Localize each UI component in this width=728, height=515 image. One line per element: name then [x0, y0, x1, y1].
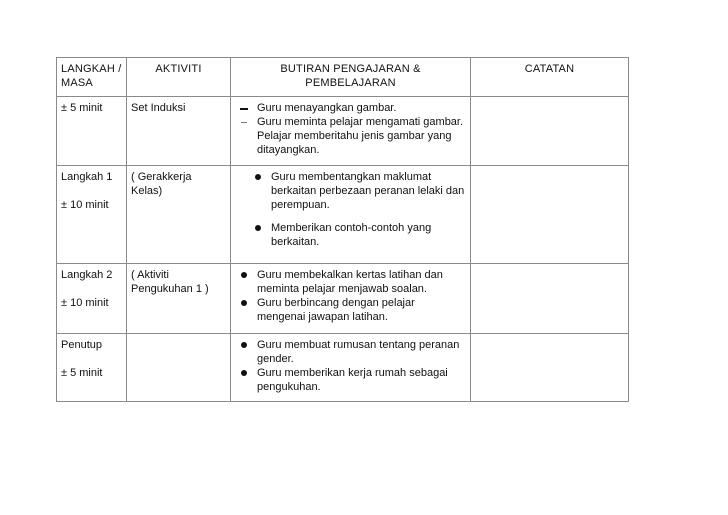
table-row: [57, 334, 629, 402]
cell-langkah: Langkah 2 ± 10 minit: [57, 264, 127, 334]
cell-butiran: [231, 166, 471, 264]
cell-catatan: [471, 166, 629, 264]
cell-butiran: [231, 97, 471, 166]
cell-aktiviti: ( Gerakkerja Kelas): [127, 166, 231, 264]
list-item: Guru meminta pelajar mengamati gambar. Pelajar memberitahu jenis gambar yang ditayangkan.: [235, 115, 466, 157]
bullet-icon: [241, 300, 247, 306]
list-item: Guru berbincang dengan pelajar mengenai jawapan latihan.: [235, 296, 466, 324]
bullet-icon: [241, 272, 247, 278]
header-butiran: BUTIRAN PENGAJARAN & PEMBELAJARAN: [231, 58, 471, 97]
table-row: [57, 166, 629, 264]
cell-aktiviti: Set Induksi: [127, 97, 231, 166]
cell-catatan: [471, 334, 629, 402]
list-item: Guru membuat rumusan tentang peranan gender.: [235, 338, 466, 366]
cell-langkah: Penutup ± 5 minit: [57, 334, 127, 402]
dash-bullet-icon: [241, 122, 247, 123]
butiran-list: [235, 338, 466, 394]
cell-aktiviti: ( Aktiviti Pengukuhan 1 ): [127, 264, 231, 334]
header-langkah-masa: LANGKAH / MASA: [57, 58, 127, 97]
bullet-icon: [255, 225, 261, 231]
dash-bullet-icon: [240, 108, 248, 110]
table-row: [57, 264, 629, 334]
bullet-icon: [241, 370, 247, 376]
table-row: [57, 97, 629, 166]
cell-butiran: [231, 264, 471, 334]
cell-butiran: [231, 334, 471, 402]
header-catatan: CATATAN: [471, 58, 629, 97]
cell-catatan: [471, 97, 629, 166]
butiran-list: [235, 101, 466, 157]
table-header-row: [57, 58, 629, 97]
list-item: Guru membekalkan kertas latihan dan meminta pelajar menjawab soalan.: [235, 268, 466, 296]
bullet-icon: [255, 174, 261, 180]
cell-langkah: ± 5 minit: [57, 97, 127, 166]
lesson-plan-table: [56, 57, 629, 402]
butiran-list: [235, 170, 466, 249]
cell-langkah: Langkah 1 ± 10 minit: [57, 166, 127, 264]
list-item: Guru membentangkan maklumat berkaitan perbezaan peranan lelaki dan perempuan.: [235, 170, 466, 212]
list-item: Guru memberikan kerja rumah sebagai pengukuhan.: [235, 366, 466, 394]
cell-catatan: [471, 264, 629, 334]
butiran-list: [235, 268, 466, 324]
bullet-icon: [241, 342, 247, 348]
header-aktiviti: AKTIVITI: [127, 58, 231, 97]
cell-aktiviti: [127, 334, 231, 402]
list-item: Memberikan contoh-contoh yang berkaitan.: [235, 221, 466, 249]
list-item: Guru menayangkan gambar.: [235, 101, 466, 115]
